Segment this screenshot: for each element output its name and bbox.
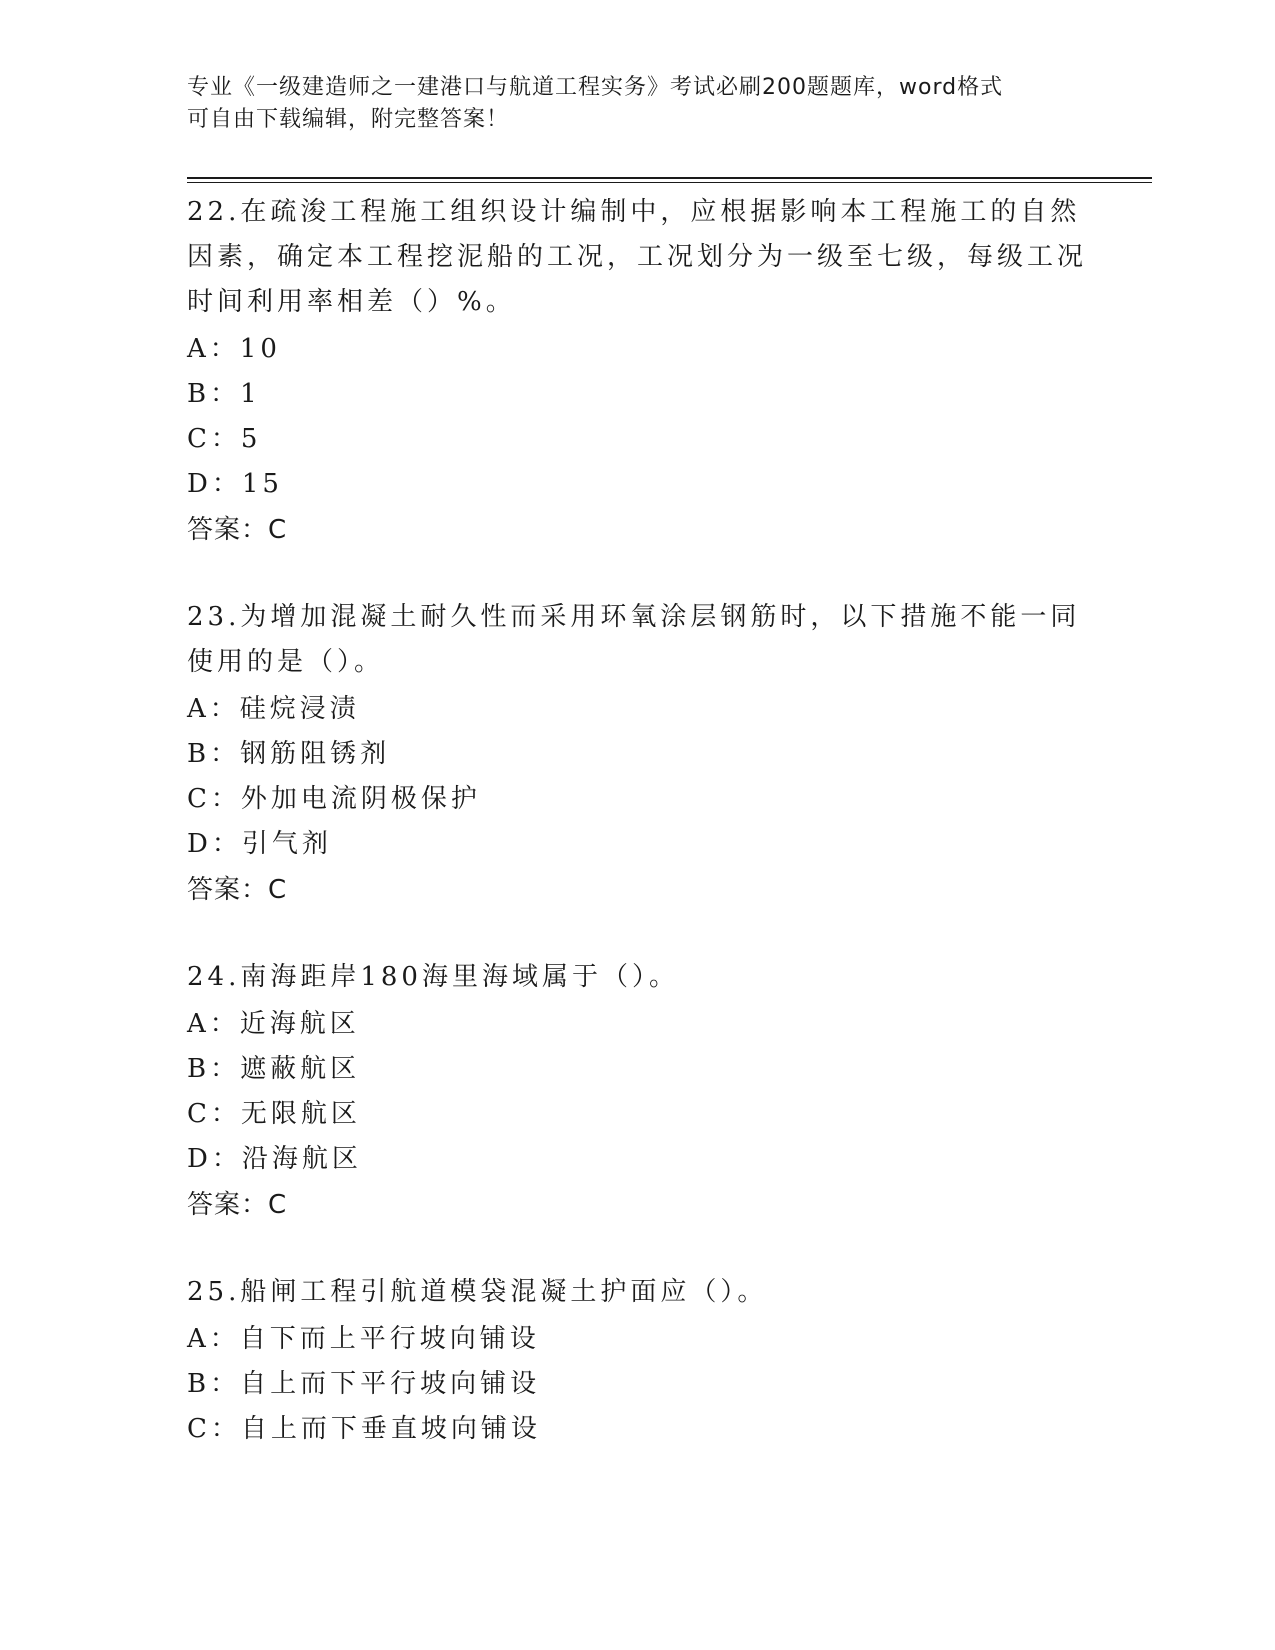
option-d: D：引气剂 (187, 829, 332, 859)
answer: 答案：C (187, 875, 288, 905)
option-c: C：无限航区 (187, 1099, 361, 1129)
option-a: A：硅烷浸渍 (187, 694, 360, 724)
question-spacer (187, 553, 1087, 595)
option-c: C：5 (187, 424, 262, 454)
question-list (187, 190, 1087, 1452)
question-24 (187, 955, 1087, 1228)
question-stem: 24.南海距岸180海里海域属于（）。 (187, 962, 679, 992)
question-spacer (187, 1228, 1087, 1270)
option-b: B：自上而下平行坡向铺设 (187, 1369, 541, 1399)
question-stem: 25.船闸工程引航道模袋混凝土护面应（）。 (187, 1277, 768, 1307)
option-a: A：10 (187, 334, 281, 364)
header-line-1: 专业《一级建造师之一建港口与航道工程实务》考试必刷200题题库，word格式 (187, 75, 1004, 100)
option-c: C：自上而下垂直坡向铺设 (187, 1414, 541, 1444)
option-b: B：1 (187, 379, 261, 409)
question-23 (187, 595, 1087, 913)
option-b: B：钢筋阻锈剂 (187, 739, 391, 769)
question-22 (187, 190, 1087, 553)
option-d: D：15 (187, 469, 283, 499)
question-spacer (187, 913, 1087, 955)
header-divider (187, 177, 1152, 183)
option-a: A：近海航区 (187, 1009, 360, 1039)
answer: 答案：C (187, 1190, 288, 1220)
option-d: D：沿海航区 (187, 1144, 362, 1174)
document-header (187, 72, 1087, 136)
option-b: B：遮蔽航区 (187, 1054, 361, 1084)
question-stem: 23.为增加混凝土耐久性而采用环氧涂层钢筋时，以下措施不能一同使用的是（）。 (187, 602, 1081, 677)
answer: 答案：C (187, 515, 288, 545)
option-c: C：外加电流阴极保护 (187, 784, 481, 814)
question-stem: 22.在疏浚工程施工组织设计编制中，应根据影响本工程施工的自然因素，确定本工程挖泥船的工况，工况划分为一级至七级，每级工况时间利用率相差（）%。 (187, 197, 1088, 317)
option-a: A：自下而上平行坡向铺设 (187, 1324, 540, 1354)
header-line-2: 可自由下载编辑，附完整答案！ (187, 107, 510, 132)
question-25 (187, 1270, 1087, 1452)
